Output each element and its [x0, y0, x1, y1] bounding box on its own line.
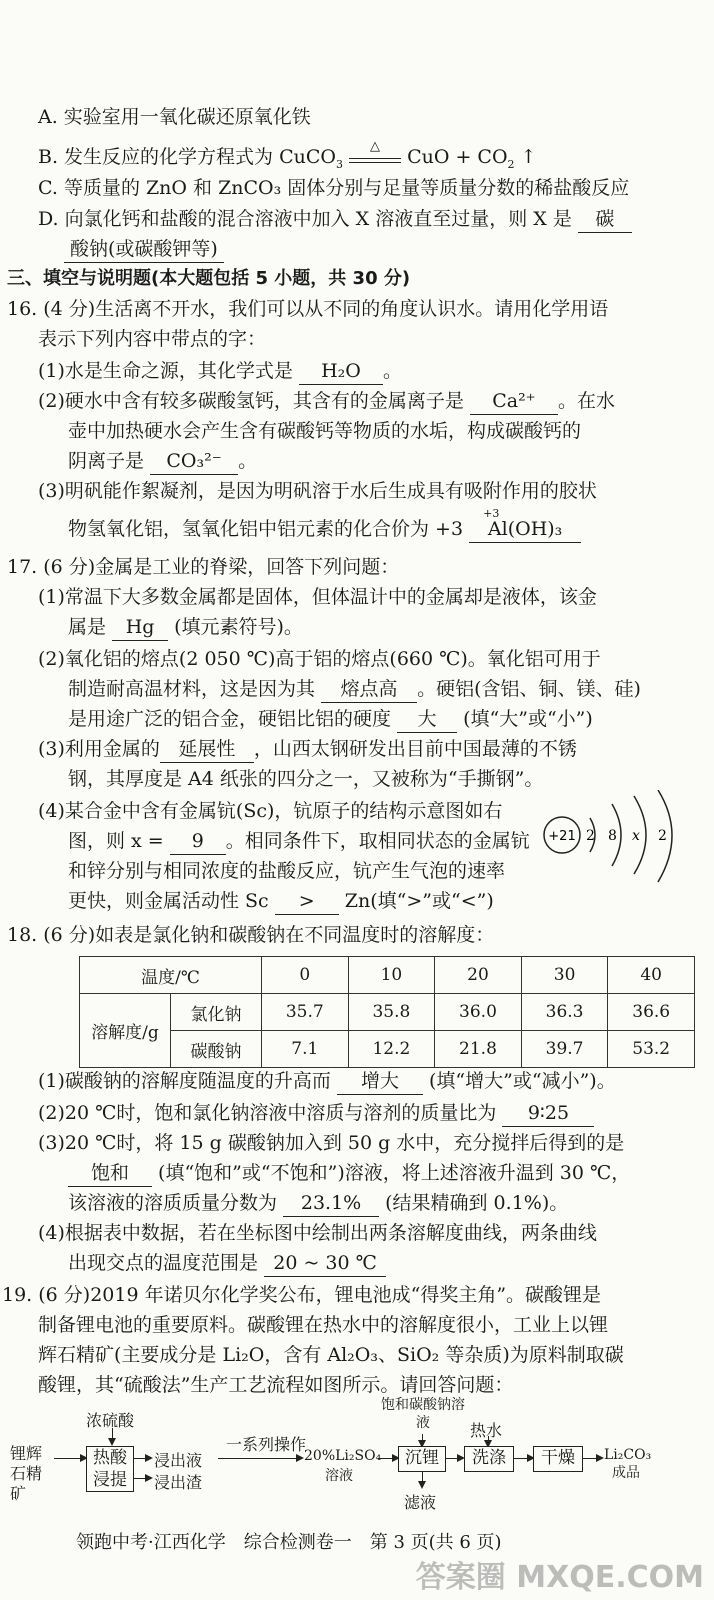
flow-arrow [422, 1434, 423, 1446]
table-cell: 30 [521, 957, 608, 994]
atom-shell-3: x [632, 828, 640, 844]
section-title: 三、填空与说明题(本大题包括 5 小题，共 30 分) [7, 268, 411, 289]
q15-option-a: A. 实验室用一氧化碳还原氧化铁 [38, 106, 311, 128]
atom-nucleus-label: +21 [548, 829, 576, 844]
table-cell: 40 [608, 957, 695, 994]
q17-stem: 17. (6 分)金属是工业的脊梁，回答下列问题： [7, 556, 400, 578]
q17-part-3: (3)利用金属的 延展性 ，山西太钢研发出目前中国最薄的不锈 [38, 736, 577, 763]
q16-part-1: (1)水是生命之源，其化学式是 H₂O 。 [38, 358, 402, 385]
table-cell: 10 [348, 957, 435, 994]
flow-hot-water-label: 热水 [470, 1421, 503, 1440]
q17-part-4-line3: 和锌分别与相同浓度的盐酸反应，钪产生气泡的速率 [68, 860, 506, 882]
flow-leach-residue: 浸出渣 [154, 1473, 203, 1492]
table-cell: 36.3 [521, 994, 608, 1031]
table-header-temp: 温度/℃ [80, 957, 262, 994]
flow-arrow [445, 1458, 463, 1459]
atom-shell-2: 8 [608, 828, 617, 844]
table-solubility-label: 溶解度/g [80, 994, 171, 1068]
q19-stem-3: 辉石精矿(主要成分是 Li₂O，含有 Al₂O₃、SiO₂ 等杂质)为原料制取碳 [38, 1344, 624, 1366]
table-row [80, 1031, 695, 1068]
atom-structure-diagram [540, 790, 710, 910]
flow-step-dry: 干燥 [533, 1446, 583, 1472]
table-cell: 39.7 [521, 1031, 608, 1068]
q17-part-2: (2)氧化铝的熔点(2 050 ℃)高于铝的熔点(660 ℃)。氧化铝可用于 [38, 648, 601, 670]
q15-option-d: D. 向氯化钙和盐酸的混合溶液中加入 X 溶液直至过量，则 X 是 碳 [38, 206, 632, 233]
watermark: 答案圈 MXQE.COM [415, 1560, 704, 1595]
table-cell: 20 [435, 957, 522, 994]
table-header-row [80, 957, 695, 994]
flow-product-label: Li₂CO₃成品 [604, 1447, 652, 1481]
q19-stem: 19. (6 分)2019 年诺贝尔化学奖公布，锂电池成“得奖主角”。碳酸锂是 [2, 1284, 602, 1306]
flow-filtrate-label: 滤液 [404, 1493, 437, 1512]
flow-acid-label: 浓硫酸 [86, 1411, 135, 1430]
flow-step-wash: 洗涤 [464, 1446, 514, 1472]
q18-part-1: (1)碳酸钠的溶解度随温度的升高而 增大 (填“增大”或“减小”)。 [38, 1068, 616, 1095]
q18-stem: 18. (6 分)如表是氯化钠和碳酸钠在不同温度时的溶解度： [7, 924, 495, 946]
q15-option-c: C. 等质量的 ZnO 和 ZnCO₃ 固体分别与足量等质量分数的稀盐酸反应 [38, 177, 630, 199]
q16-part-2-line3: 阴离子是 CO₃²⁻ 。 [68, 448, 257, 475]
q17-part-1: (1)常温下大多数金属都是固体，但体温计中的金属却是液体，该金 [38, 586, 597, 608]
solubility-table [79, 956, 695, 1068]
q17-part-4: (4)某合金中含有金属钪(Sc)，钪原子的结构示意图如右 [38, 800, 503, 822]
q17-part-3-line2: 钢，其厚度是 A4 纸张的四分之一，又被称为“手撕钢”。 [68, 768, 544, 790]
q16-part-3: (3)明矾能作絮凝剂，是因为明矾溶于水后生成具有吸附作用的胶状 [38, 480, 597, 502]
table-cell: 0 [262, 957, 349, 994]
flow-arrow [133, 1458, 151, 1459]
q16-part-2-line2: 壶中加热硬水会产生含有碳酸钙等物质的水垢，构成碳酸钙的 [68, 420, 582, 442]
flow-arrow [112, 1428, 113, 1444]
q18-part-4: (4)根据表中数据，若在坐标图中绘制出两条溶解度曲线，两条曲线 [38, 1222, 597, 1244]
q15-option-d-answer: 酸钠(或碳酸钾等) [64, 236, 224, 263]
q18-part-3-line3: 该溶液的溶质质量分数为 23.1% (结果精确到 0.1%)。 [68, 1190, 568, 1217]
flow-ops-label: 一系列操作 [226, 1435, 307, 1454]
flow-leach-liquid: 浸出液 [154, 1451, 203, 1470]
flow-step-precipitate: 沉锂 [398, 1446, 446, 1472]
table-cell: 21.8 [435, 1031, 522, 1068]
flow-arrow [54, 1458, 86, 1459]
q15-option-b: B. 发生反应的化学方程式为 CuCO$_3$ △ CuO + $CO_2$ ↑ [38, 139, 537, 171]
flow-na2co3-label: 饱和碳酸钠溶液 [381, 1397, 465, 1431]
flow-li2so4-label: 20%Li₂SO₄溶液 [304, 1448, 382, 1484]
flow-arrow [218, 1458, 302, 1459]
table-cell: 35.7 [262, 994, 349, 1031]
q16-stem: 16. (4 分)生活离不开水，我们可以从不同的角度认识水。请用化学用语 [7, 298, 609, 320]
q16-part-3-line2: 物氢氧化铝，氢氧化铝中铝元素的化合价为 +3 +3 Al(OH)₃ [68, 516, 581, 543]
table-cell: 53.2 [608, 1031, 695, 1068]
table-row [80, 994, 695, 1031]
page-footer: 领跑中考·江西化学 综合检测卷一 第 3 页(共 6 页) [76, 1532, 502, 1553]
table-cell: 35.8 [348, 994, 435, 1031]
flow-raw-label: 锂辉石精矿 [10, 1444, 43, 1503]
q17-part-2-line3: 是用途广泛的铝合金，硬铝比铝的硬度 大 (填“大”或“小”) [68, 706, 593, 733]
q17-part-2-line2: 制造耐高温材料，这是因为其 熔点高 。硬铝(含铝、铜、镁、硅) [68, 676, 641, 703]
atom-shell-4: 2 [658, 828, 667, 844]
q16-part-2: (2)硬水中含有较多碳酸氢钙，其含有的金属离子是 Ca²⁺ 。在水 [38, 388, 615, 415]
q17-part-4-line4: 更快，则金属活动性 Sc > Zn(填“>”或“<”) [68, 888, 494, 915]
table-cell: 7.1 [262, 1031, 349, 1068]
table-cell: 36.6 [608, 994, 695, 1031]
table-cell: 36.0 [435, 994, 522, 1031]
q18-part-3-line2: 饱和 (填“饱和”或“不饱和”)溶液，将上述溶液升温到 30 ℃， [68, 1160, 630, 1187]
q17-part-1-line2: 属是 Hg (填元素符号)。 [68, 614, 303, 641]
q19-stem-4: 酸锂，其“硫酸法”生产工艺流程如图所示。请回答问题： [38, 1374, 514, 1396]
flow-step-hot-acid: 热酸浸提 [86, 1446, 134, 1492]
flow-arrow [513, 1458, 533, 1459]
atom-shell-1: 2 [586, 828, 595, 844]
q18-part-4-line2: 出现交点的温度范围是 20 ~ 30 ℃ [68, 1250, 386, 1277]
flow-arrow [133, 1478, 151, 1479]
q17-part-4-line2: 图，则 x = 9 。相同条件下，取相同状态的金属钪 [68, 828, 530, 855]
flow-arrow [582, 1458, 602, 1459]
q19-stem-2: 制备锂电池的重要原料。碳酸锂在热水中的溶解度很小，工业上以锂 [38, 1314, 609, 1336]
flow-arrow [422, 1471, 423, 1487]
q18-part-2: (2)20 ℃时，饱和氯化钠溶液中溶质与溶剂的质量比为 9∶25 [38, 1100, 594, 1127]
q16-stem-2: 表示下列内容中带点的字： [38, 328, 267, 350]
table-row-label: 碳酸钠 [171, 1031, 262, 1068]
table-row-label: 氯化钠 [171, 994, 262, 1031]
q18-part-3: (3)20 ℃时，将 15 g 碳酸钠加入到 50 g 水中，充分搅拌后得到的是 [38, 1132, 625, 1154]
table-cell: 12.2 [348, 1031, 435, 1068]
flow-arrow [488, 1436, 489, 1446]
flow-arrow [378, 1458, 398, 1459]
